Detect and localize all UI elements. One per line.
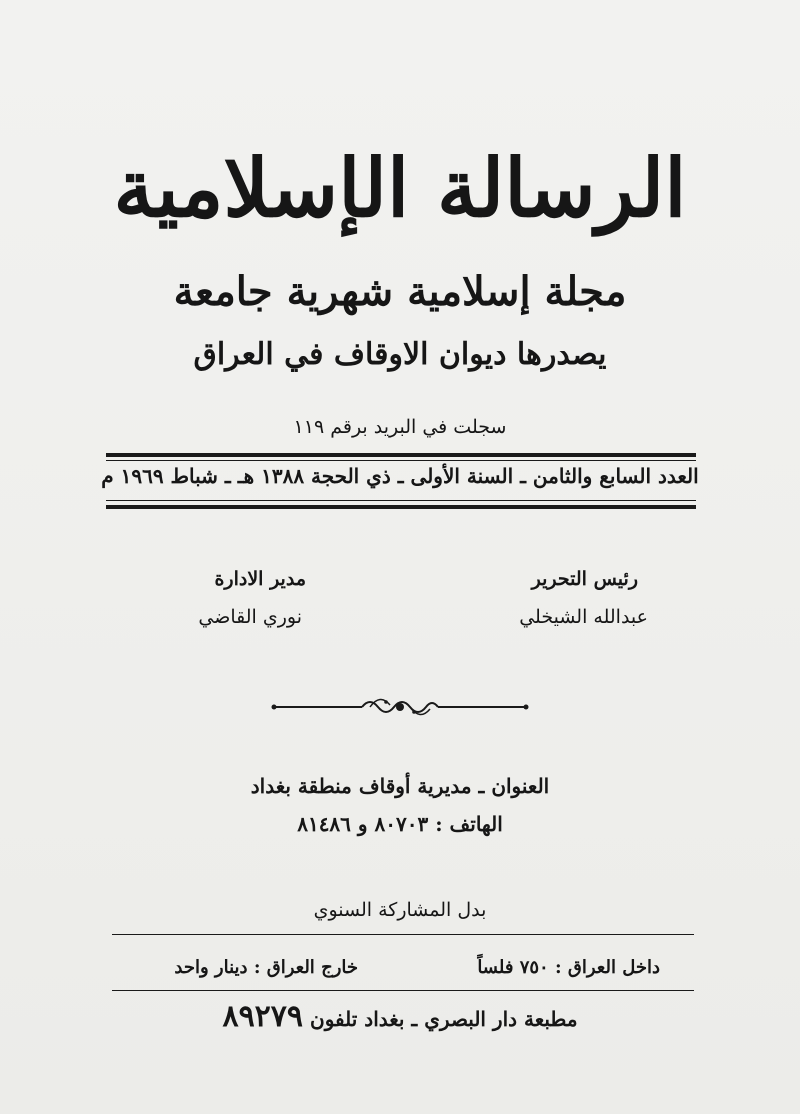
issue-bottom-rule-thin	[106, 500, 696, 501]
publisher-line: يصدرها ديوان الاوقاف في العراق	[193, 337, 607, 372]
issue-bottom-rule-thick	[106, 505, 696, 509]
printer-phone-number: ٨٩٢٧٩	[222, 999, 304, 1034]
subscription-heading: بدل المشاركة السنوي	[313, 899, 487, 921]
subscription-bottom-rule	[112, 990, 694, 991]
journal-subtitle: مجلة إسلامية شهرية جامعة	[173, 268, 627, 315]
price-inside-iraq: داخل العراق : ٧٥٠ فلساً	[477, 957, 660, 978]
printer-line	[0, 999, 800, 1034]
printer-name: مطبعة دار البصري ـ بغداد تلفون	[310, 1007, 578, 1031]
phone-line: الهاتف : ٨٠٧٠٣ و ٨١٤٨٦	[297, 812, 503, 836]
managing-director-label: مدير الادارة	[214, 568, 306, 590]
journal-title: الرسالة الإسلامية	[113, 141, 687, 235]
issue-info: العدد السابع والثامن ـ السنة الأولى ـ ذي الحجة ١٣٨٨ هـ ـ شباط ١٩٦٩ م	[101, 464, 699, 488]
subscription-top-rule	[112, 934, 694, 935]
price-outside-iraq: خارج العراق : دينار واحد	[174, 957, 358, 978]
issue-top-rule-thick	[106, 453, 696, 457]
postal-registration: سجلت في البريد برقم ١١٩	[293, 416, 507, 438]
ornamental-divider-icon	[270, 694, 530, 720]
managing-director-name: نوري القاضي	[198, 606, 302, 628]
editor-in-chief-name: عبدالله الشيخلي	[519, 606, 648, 628]
editor-in-chief-label: رئيس التحرير	[531, 568, 638, 590]
issue-top-rule-thin	[106, 460, 696, 461]
address-line: العنوان ـ مديرية أوقاف منطقة بغداد	[250, 774, 550, 798]
